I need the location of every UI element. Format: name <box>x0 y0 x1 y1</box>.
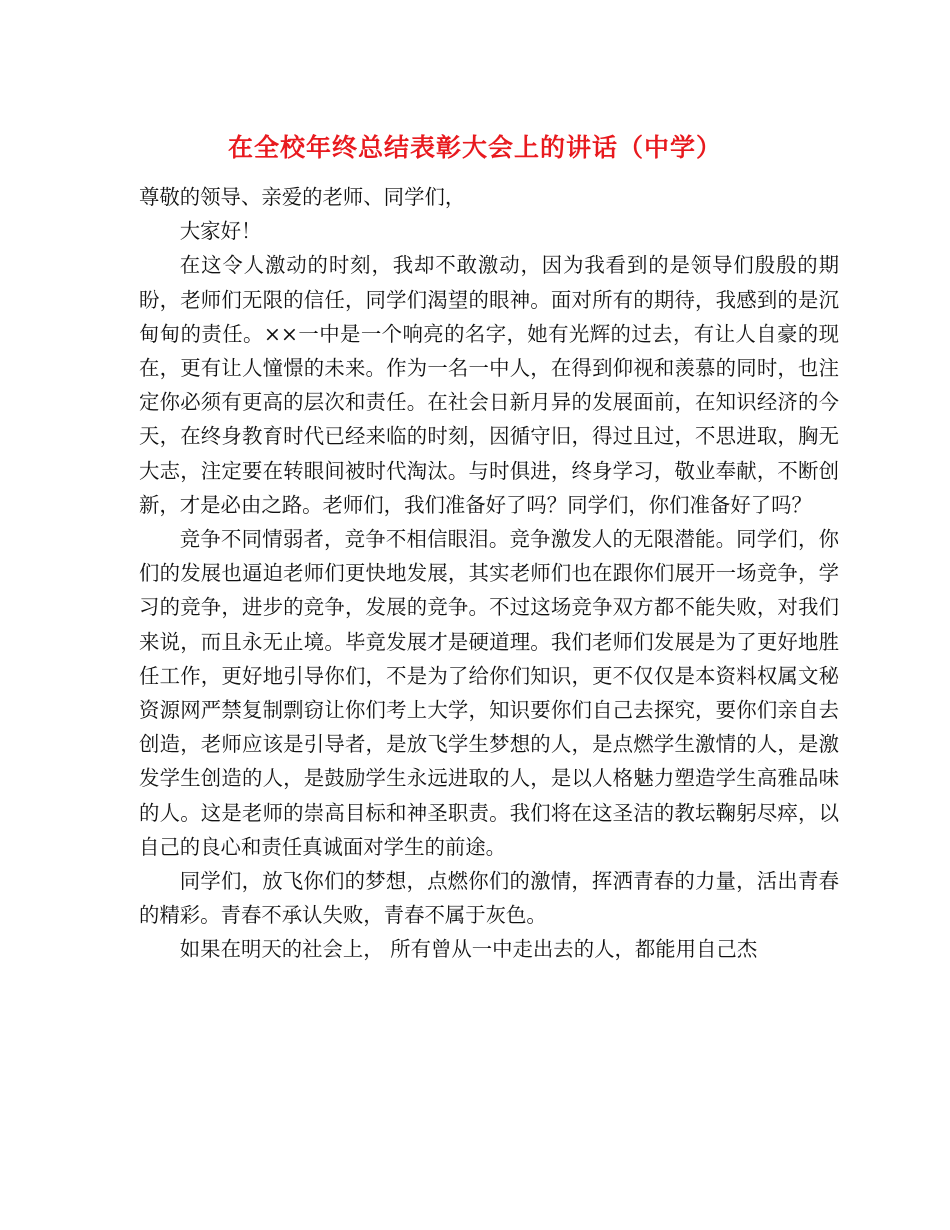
document-body <box>139 180 839 967</box>
paragraph-4: 如果在明天的社会上， 所有曾从一中走出去的人，都能用自己杰 <box>179 937 758 962</box>
salutation: 尊敬的领导、亲爱的老师、同学们， <box>139 185 466 209</box>
paragraph-2: 竞争不同情弱者，竞争不相信眼泪。竞争激发人的无限潜能。同学们，你们的发展也逼迫老师们更快地发展，其实老师们也在跟你们展开一场竞争，学习的竞争，进步的竞争，发展的竞争。不过这场竞争双方都不能失败，对我们来说，而且永无止境。毕竟发展才是硬道理。我们老师们发展是为了更好地胜任工作，更好地引导你们，不是为了给你们知识，更不仅仅是本资料权属文秘资源网严禁复制剽窃让你们考上大学，知识要你们自己去探究，要你们亲自去创造，老师应该是引导者，是放飞学生梦想的人，是点燃学生激情的人，是激发学生创造的人，是鼓励学生永远进取的人，是以人格魅力塑造学生高雅品味的人。这是老师的崇高目标和神圣职责。我们将在这圣洁的教坛鞠躬尽瘁，以自己的良心和责任真诚面对学生的前途。 <box>139 527 839 859</box>
paragraph-3: 同学们，放飞你们的梦想，点燃你们的激情，挥洒青春的力量，活出青春的精彩。青春不承认失败，青春不属于灰色。 <box>139 869 839 928</box>
paragraph-greeting: 大家好！ <box>179 219 262 244</box>
paragraph-1: 在这令人激动的时刻，我却不敢激动，因为我看到的是领导们殷殷的期盼，老师们无限的信任，同学们渴望的眼神。面对所有的期待，我感到的是沉甸甸的责任。××一中是一个响亮的名字，她有光辉的过去，有让人自豪的现在，更有让人憧憬的未来。作为一名一中人，在得到仰视和羡慕的同时，也注定你必须有更高的层次和责任。在社会日新月异的发展面前，在知识经济的今天，在终身教育时代已经来临的时刻，因循守旧，得过且过，不思进取，胸无大志，注定要在转眼间被时代淘汰。与时俱进，终身学习，敬业奉献，不断创新，才是必由之路。老师们，我们准备好了吗？同学们，你们准备好了吗？ <box>139 253 839 517</box>
document-title: 在全校年终总结表彰大会上的讲话（中学） <box>227 133 722 162</box>
